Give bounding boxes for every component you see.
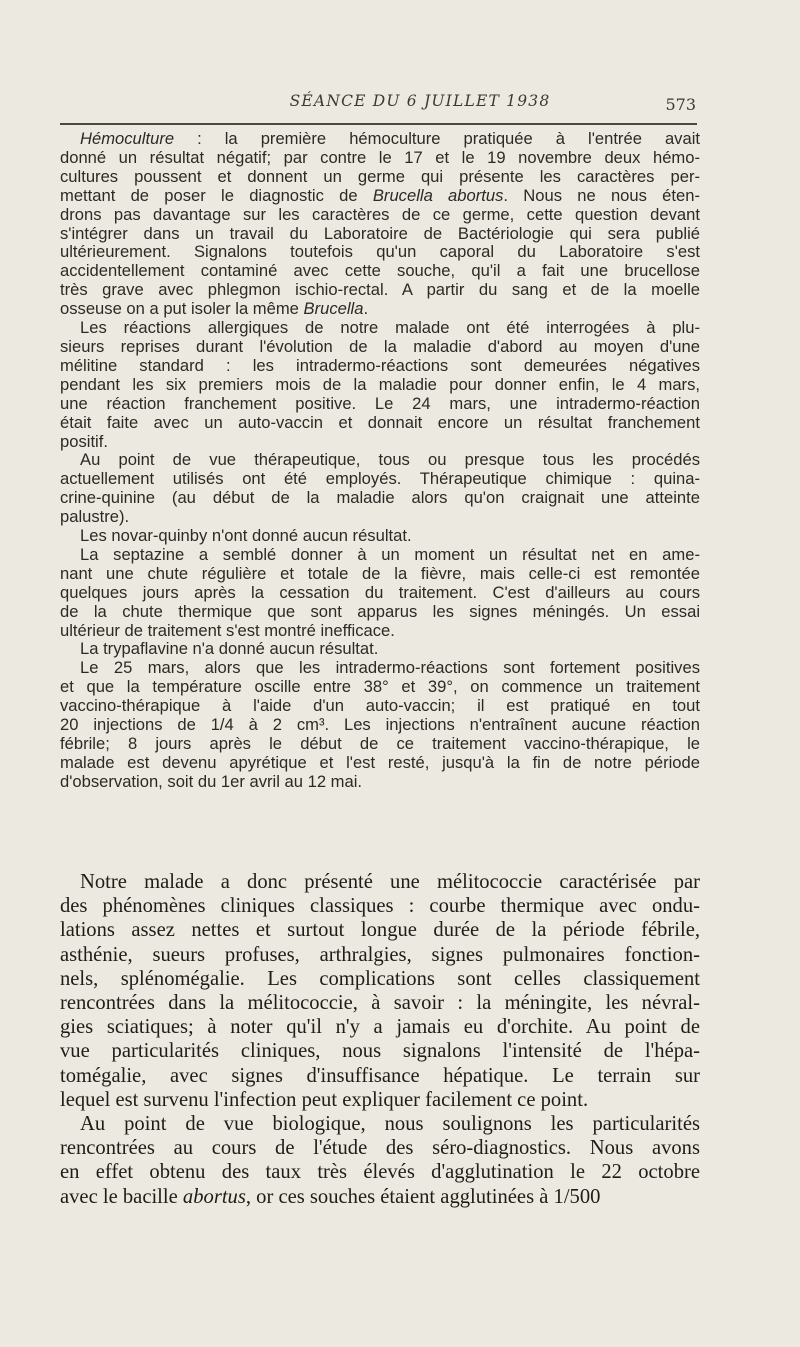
small-text-line: crine-quinine (au début de la maladie alors qu'on craignait une atteinte <box>60 488 700 508</box>
large-text-line: lations assez nettes et surtout longue durée de la période fébrile, <box>60 919 700 942</box>
large-text-line: gies sciatiques; à noter qu'il n'y a jamais eu d'orchite. Au point de <box>60 1016 700 1039</box>
large-text-line: nels, splénomégalie. Les complications sont celles classiquement <box>60 967 700 990</box>
running-title: SÉANCE DU 6 JUILLET 1938 <box>289 92 551 110</box>
small-text-line: quelques jours après la cessation du traitement. C'est d'ailleurs au cours <box>60 582 700 602</box>
italic-term: abortus <box>182 1185 246 1208</box>
small-text-line: drons pas davantage sur les caractères de ce germe, cette question devant <box>60 204 700 224</box>
large-text-line: rencontrées dans la mélitococcie, à savoir : la méningite, les névral- <box>60 992 700 1015</box>
text-segment: , or ces souches étaient agglutinées à 1/500 <box>245 1185 601 1208</box>
large-text-line: Au point de vue biologique, nous soulignons les particularités <box>80 1113 700 1136</box>
small-text-line: Au point de vue thérapeutique, tous ou presque tous les procédés <box>80 450 700 470</box>
large-text-line: rencontrées au cours de l'étude des séro-diagnostics. Nous avons <box>60 1137 700 1160</box>
text-segment: . <box>363 299 369 319</box>
italic-term: Brucella <box>303 299 364 319</box>
text-segment: osseuse on a put isoler la même <box>60 299 304 319</box>
small-text-line: Le 25 mars, alors que les intradermo-réactions sont fortement positives <box>80 658 700 678</box>
discussion-large-text <box>60 870 700 1209</box>
large-text-line: tomégalie, avec signes d'insuffisance hépatique. Le terrain sur <box>60 1064 700 1087</box>
small-text-line: très grave avec phlegmon ischio-rectal. A partir du sang et de la moelle <box>60 280 700 300</box>
small-text-line: d'observation, soit du 1er avril au 12 mai. <box>60 771 363 791</box>
text-segment: : la première hémoculture pratiquée à l'entrée avait <box>174 129 700 148</box>
small-text-line: fébrile; 8 jours après le début de ce traitement vaccino-thérapique, le <box>60 734 700 753</box>
large-text-line: vue particularités cliniques, nous signalons l'intensité de l'hépa- <box>60 1040 700 1063</box>
small-text-line: actuellement utilisés ont été employés. Thérapeutique chimique : quina- <box>60 469 700 489</box>
large-text-line: Notre malade a donc présenté une mélitococcie caractérisée par <box>80 871 700 893</box>
text-segment: mettant de poser le diagnostic de <box>60 185 373 205</box>
case-report-small-text <box>60 130 700 792</box>
small-text-line: 20 injections de 1/4 à 2 cm³. Les injections n'entraînent aucune réaction <box>60 715 700 735</box>
small-text-line: pendant les six premiers mois de la maladie pour donner enfin, le 4 mars, <box>60 374 700 394</box>
small-text-line: ultérieur de traitement s'est montré inefficace. <box>60 620 395 640</box>
small-text-line <box>60 130 700 149</box>
small-text-line: nant une chute régulière et totale de la fièvre, mais celle-ci est remontée <box>60 563 700 583</box>
text-segment: avec le bacille <box>60 1185 183 1208</box>
header-rule <box>60 123 697 125</box>
small-text-line: mélitine standard : les intradermo-réactions sont demeurées négatives <box>60 355 700 375</box>
large-text-line: en effet obtenu des taux très élevés d'agglutination le 22 octobre <box>60 1161 700 1184</box>
page-header <box>60 92 696 118</box>
large-text-line: lequel est survenu l'infection peut expliquer facilement ce point. <box>60 1088 589 1111</box>
italic-term: Hémoculture <box>80 129 175 148</box>
small-text-line <box>60 187 700 206</box>
small-text-line: de la chute thermique que sont apparus les signes méningés. Un essai <box>60 601 700 621</box>
small-text-line: vaccino-thérapique à l'aide d'un auto-vaccin; il est pratiqué en tout <box>60 696 700 716</box>
small-text-line: cultures poussent et donnent un germe qui présente les caractères per- <box>60 166 700 186</box>
small-text-line: était faite avec un auto-vaccin et donnait encore un résultat franchement <box>60 412 700 432</box>
small-text-line: La septazine a semblé donner à un moment un résultat net en ame- <box>80 544 700 564</box>
large-text-line: des phénomènes cliniques classiques : courbe thermique avec ondu- <box>60 895 700 918</box>
italic-term: Brucella abortus <box>372 185 504 205</box>
small-text-line: positif. <box>60 431 108 451</box>
small-text-line: palustre). <box>60 507 130 527</box>
large-text-line: asthénie, sueurs profuses, arthralgies, signes pulmonaires fonction- <box>60 943 700 966</box>
small-text-line <box>60 300 700 319</box>
small-text-line: ultérieurement. Signalons toutefois qu'un caporal du Laboratoire s'est <box>60 242 700 262</box>
small-text-line: s'intégrer dans un travail du Laboratoire de Bactériologie qui sera publié <box>60 223 700 243</box>
small-text-line: malade est devenu apyrétique et l'est resté, jusqu'à la fin de notre période <box>60 752 700 772</box>
small-text-line: une réaction franchement positive. Le 24 mars, une intradermo-réaction <box>60 393 700 413</box>
small-text-line: La trypaflavine n'a donné aucun résultat. <box>80 639 379 659</box>
small-text-line: Les novar-quinby n'ont donné aucun résultat. <box>80 526 412 546</box>
page-number: 573 <box>665 95 696 114</box>
large-text-line <box>60 1185 700 1209</box>
small-text-line: et que la température oscille entre 38° et 39°, on commence un traitement <box>60 677 700 697</box>
small-text-line: sieurs reprises durant l'évolution de la maladie d'abord au moyen d'une <box>60 336 700 356</box>
small-text-line: Les réactions allergiques de notre malade ont été interrogées à plu- <box>80 318 700 338</box>
text-segment: . Nous ne nous éten- <box>503 185 700 205</box>
small-text-line: donné un résultat négatif; par contre le 17 et le 19 novembre deux hémo- <box>60 147 700 167</box>
small-text-line: accidentellement contaminé avec cette souche, qu'il a fait une brucellose <box>60 261 700 281</box>
